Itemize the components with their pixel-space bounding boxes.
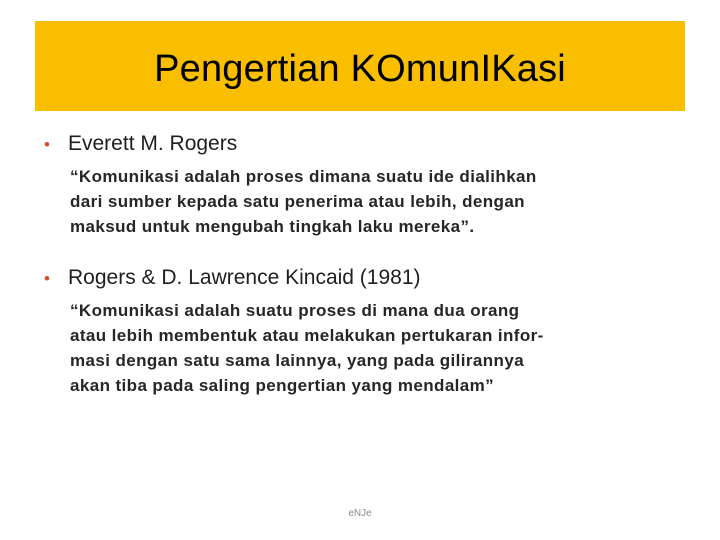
bullet-dot-icon: •	[44, 269, 50, 288]
bullet-heading	[44, 266, 544, 290]
definition-quote	[70, 298, 544, 398]
quote-line: “Komunikasi adalah suatu proses di mana dua orang	[70, 301, 520, 320]
slide-title: Pengertian KOmunIKasi	[154, 47, 566, 90]
quote-line: dari sumber kepada satu penerima atau lebih, dengan	[70, 192, 525, 211]
definition-item-rogers-kincaid	[44, 266, 544, 398]
slide-footer: eNJe	[348, 508, 372, 519]
bullet-heading	[44, 132, 537, 156]
definition-quote	[70, 164, 537, 239]
quote-line: masi dengan satu sama lainnya, yang pada gilirannya	[70, 351, 525, 370]
quote-line: maksud untuk mengubah tingkah laku mereka”.	[70, 217, 475, 236]
bullet-heading-text: Rogers & D. Lawrence Kincaid (1981)	[68, 266, 421, 289]
bullet-dot-icon: •	[44, 135, 50, 154]
quote-line: atau lebih membentuk atau melakukan pertukaran infor-	[70, 326, 544, 345]
bullet-heading-text: Everett M. Rogers	[68, 132, 238, 155]
title-band	[35, 21, 685, 111]
definition-item-rogers	[44, 132, 537, 239]
quote-line: akan tiba pada saling pengertian yang mendalam”	[70, 376, 495, 395]
quote-line: “Komunikasi adalah proses dimana suatu ide dialihkan	[70, 167, 537, 186]
